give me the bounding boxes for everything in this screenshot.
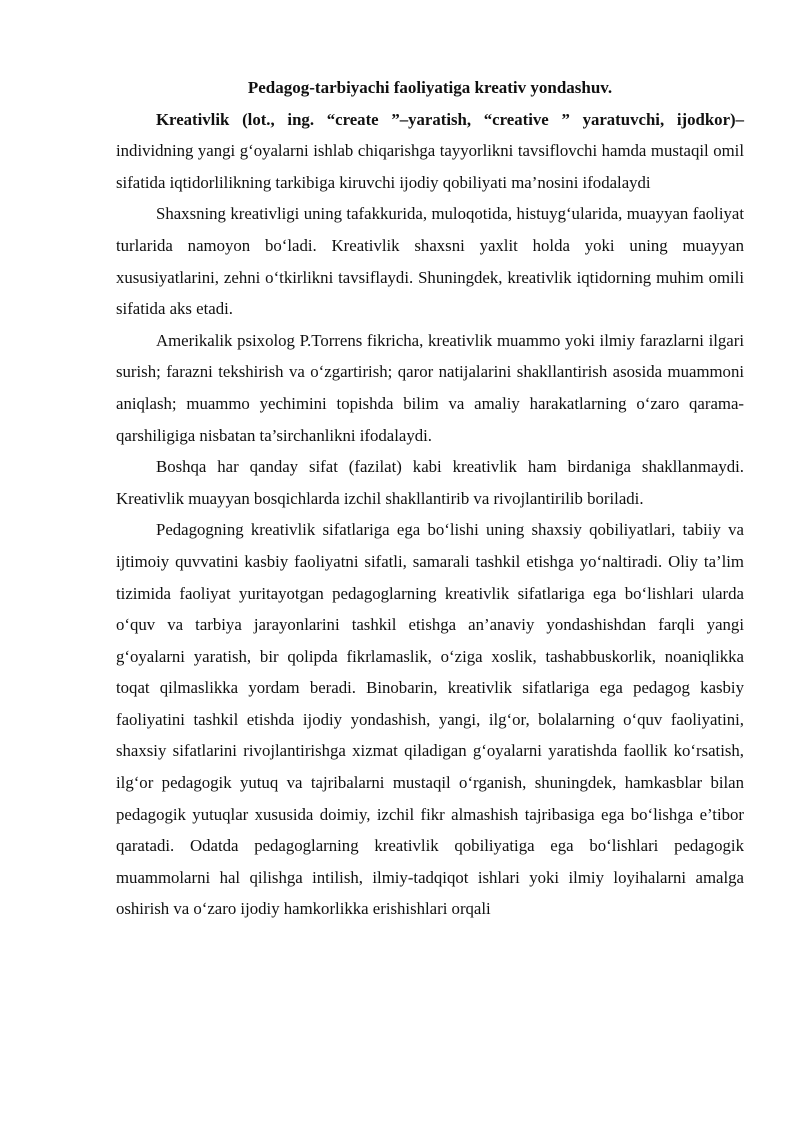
document-title: Pedagog-tarbiyachi faoliyatiga kreativ yondashuv. bbox=[247, 78, 613, 97]
paragraph-text: individning yangi g‘oyalarni ishlab chiqarishga tayyorlikni tavsiflovchi hamda mustaqil omil sifatida iqtidorlilikning tarkibiga kiruvchi ijodiy qobiliyati ma’nosini ifodalaydi bbox=[116, 141, 744, 192]
paragraph-definition bbox=[116, 104, 744, 199]
paragraph: Boshqa har qanday sifat (fazilat) kabi kreativlik ham birdaniga shakllanmaydi. Kreativlik muayyan bosqichlarda izchil shakllantirib va rivojlantirilib boriladi. bbox=[116, 457, 744, 508]
paragraph-lead-term: Kreativlik (lot., ing. “create ”–yaratish, “creative ” yaratuvchi, ijodkor)– bbox=[156, 109, 744, 129]
paragraph: Pedagogning kreativlik sifatlariga ega bo‘lishi uning shaxsiy qobiliyatlari, tabiiy va ijtimoiy quvvatini kasbiy faoliyatni sifatli, samarali tashkil etishga yo‘naltiradi. Oliy ta’lim tizimida faoliyat yuritayotgan pedagoglarning kreativlik sifatlariga ega bo‘lishlari ularda o‘quv va tarbiya jarayonlarini tashkil etishga an’anaviy yondashishdan farqli yangi g‘oyalarni yaratish, bir qolipda fikrlamaslik, o‘ziga xoslik, tashabbuskorlik, noaniqlikka toqat qilmaslikka yordam beradi. Binobarin, kreativlik sifatlariga ega pedagog kasbiy faoliyatini tashkil etishda ijodiy yondashish, yangi, ilg‘or, bolalarning o‘quv faoliyatini, shaxsiy sifatlarini rivojlantirishga xizmat qiladigan g‘oyalarni yaratishda faollik ko‘rsatish, ilg‘or pedagogik yutuq va tajribalarni mustaqil o‘rganish, shuningdek, hamkasblar bilan pedagogik yutuqlar xususida doimiy, izchil fikr almashish tajribasiga ega bo‘lishga e’tibor qaratadi. Odatda pedagoglarning kreativlik qobiliyatiga ega bo‘lishlari pedagogik muammolarni hal qilishga intilish, ilmiy-tadqiqot ishlari yoki ilmiy loyihalarni amalga oshirish va o‘zaro ijodiy hamkorlikka erishishlari orqali bbox=[116, 520, 744, 919]
paragraph: Shaxsning kreativligi uning tafakkurida, muloqotida, histuyg‘ularida, muayyan faoliyat turlarida namoyon bo‘ladi. Kreativlik shaxsni yaxlit holda yoki uning muayyan xususiyatlarini, zehni o‘tkirlikni tavsiflaydi. Shuningdek, kreativlik iqtidorning muhim omili sifatida aks etadi. bbox=[116, 204, 744, 319]
paragraph: Amerikalik psixolog P.Torrens fikricha, kreativlik muammo yoki ilmiy farazlarni ilgari surish; farazni tekshirish va o‘zgartirish; qaror natijalarini shakllantirish asosida muammoni aniqlash; muammo yechimini topishda bilim va amaliy harakatlarning o‘zaro qarama-qarshiligiga nisbatan ta’sirchanlikni ifodalaydi. bbox=[116, 330, 744, 445]
